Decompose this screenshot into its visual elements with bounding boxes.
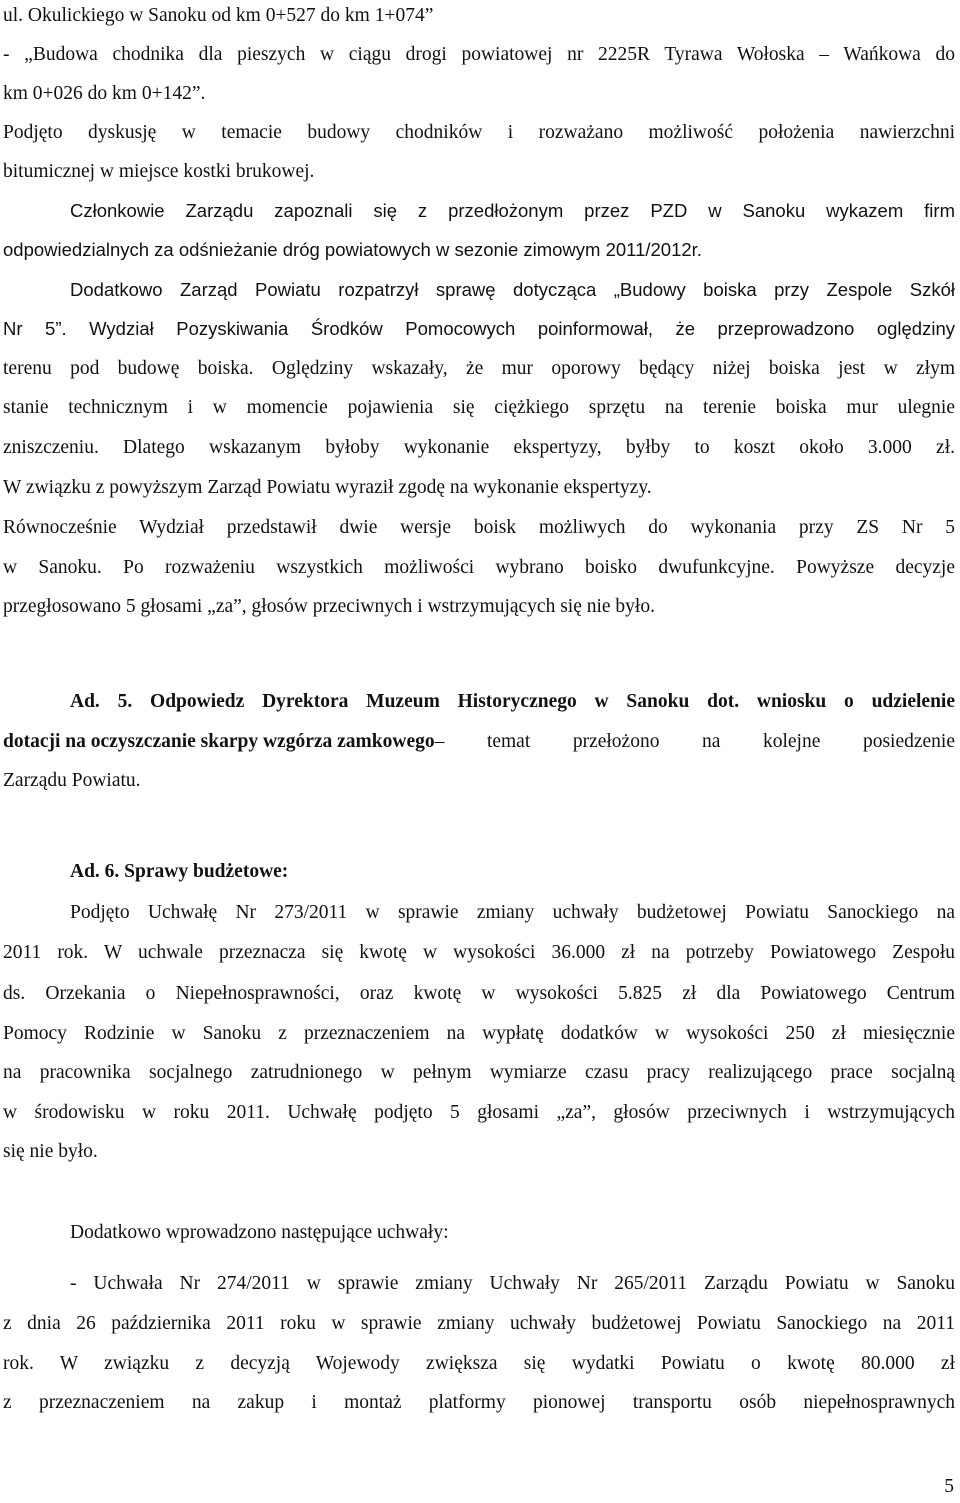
text-line: z dnia 26 października 2011 roku w sprawie zmiany uchwały budżetowej Powiatu Sanockiego na 2011 <box>3 1313 955 1334</box>
text-line: z przeznaczeniem na zakup i montaż platformy pionowej transportu osób niepełnosprawnych <box>3 1392 955 1413</box>
text-line: przegłosowano 5 głosami „za”, głosów przeciwnych i wstrzymujących się nie było. <box>3 596 655 617</box>
text-line: stanie technicznym i w momencie pojawienia się ciężkiego sprzętu na terenie boiska mur ulegnie <box>3 397 955 418</box>
text-line <box>3 728 955 756</box>
text-line: terenu pod budowę boiska. Oględziny wskazały, że mur oporowy będący niżej boiska jest w złym <box>3 358 955 379</box>
heading-continuation: dotacji na oczyszczanie skarpy wzgórza zamkowego <box>3 731 435 752</box>
text-line: zniszczeniu. Dlatego wskazanym byłoby wykonanie ekspertyzy, byłby to koszt około 3.000 zł. <box>3 437 955 458</box>
text-line: się nie było. <box>3 1141 98 1162</box>
text-line: rok. W związku z decyzją Wojewody zwiększa się wydatki Powiatu o kwotę 80.000 zł <box>3 1353 955 1374</box>
text-line: odpowiedzialnych za odśnieżanie dróg powiatowych w sezonie zimowym 2011/2012r. <box>3 239 702 260</box>
text-line: 2011 rok. W uchwale przeznacza się kwotę w wysokości 36.000 zł na potrzeby Powiatowego Zespołu <box>3 942 955 963</box>
section-heading-ad6: Ad. 6. Sprawy budżetowe: <box>70 861 289 882</box>
text-line: Równocześnie Wydział przedstawił dwie wersje boisk możliwych do wykonania przy ZS Nr 5 <box>3 517 955 538</box>
text-line: Zarządu Powiatu. <box>3 770 141 791</box>
text-line: ds. Orzekania o Niepełnosprawności, oraz kwotę w wysokości 5.825 zł dla Powiatowego Centrum <box>3 983 955 1004</box>
text-line: Dodatkowo Zarząd Powiatu rozpatrzył sprawę dotycząca „Budowy boiska przy Zespole Szkół <box>70 279 955 300</box>
text-line: w środowisku w roku 2011. Uchwałę podjęto 5 głosami „za”, głosów przeciwnych i wstrzymujących <box>3 1102 955 1123</box>
text-line: - Uchwała Nr 274/2011 w sprawie zmiany Uchwały Nr 265/2011 Zarządu Powiatu w Sanoku <box>70 1273 955 1294</box>
text-line: W związku z powyższym Zarząd Powiatu wyraził zgodę na wykonanie ekspertyzy. <box>3 477 652 498</box>
text-line: Dodatkowo wprowadzono następujące uchwały: <box>70 1222 449 1243</box>
text-line: ul. Okulickiego w Sanoku od km 0+527 do km 1+074” <box>3 5 434 26</box>
text-line: w Sanoku. Po rozważeniu wszystkich możliwości wybrano boisko dwufunkcyjne. Powyższe decyzje <box>3 557 955 578</box>
text-line: bitumicznej w miejsce kostki brukowej. <box>3 161 315 182</box>
section-heading-ad5: Ad. 5. Odpowiedz Dyrektora Muzeum Historycznego w Sanoku dot. wniosku o udzielenie <box>70 691 955 712</box>
text-line: Podjęto Uchwałę Nr 273/2011 w sprawie zmiany uchwały budżetowej Powiatu Sanockiego na <box>70 902 955 923</box>
text-line: Nr 5”. Wydział Pozyskiwania Środków Pomocowych poinformował, że przeprowadzono oględziny <box>3 318 955 339</box>
text-line: na pracownika socjalnego zatrudnionego w pełnym wymiarze czasu pracy realizującego prace socjalną <box>3 1062 955 1083</box>
text-line: Członkowie Zarządu zapoznali się z przedłożonym przez PZD w Sanoku wykazem firm <box>70 200 955 221</box>
text-line: - „Budowa chodnika dla pieszych w ciągu drogi powiatowej nr 2225R Tyrawa Wołoska – Wańkowa do <box>3 44 955 65</box>
text-line: km 0+026 do km 0+142”. <box>3 83 206 104</box>
text-line: Pomocy Rodzinie w Sanoku z przeznaczeniem na wypłatę dodatków w wysokości 250 zł miesięcznie <box>3 1023 955 1044</box>
heading-tail-text: – temat przełożono na kolejne posiedzenie <box>434 731 955 752</box>
text-line: Podjęto dyskusję w temacie budowy chodników i rozważano możliwość położenia nawierzchni <box>3 122 955 143</box>
page-number: 5 <box>944 1476 954 1497</box>
